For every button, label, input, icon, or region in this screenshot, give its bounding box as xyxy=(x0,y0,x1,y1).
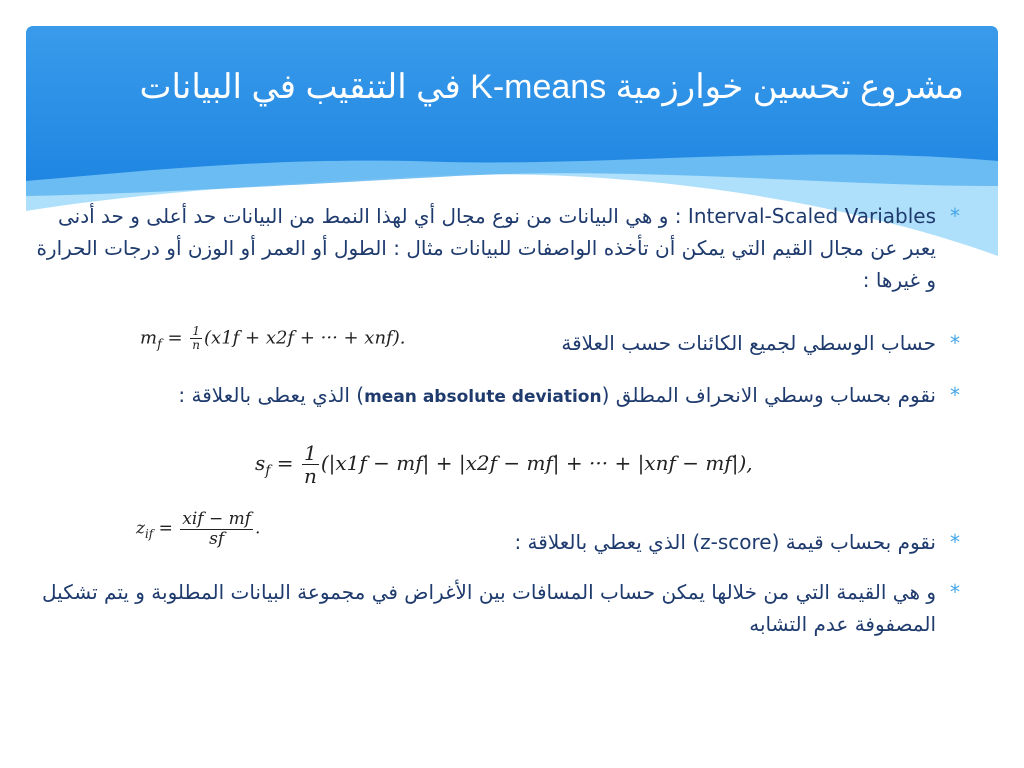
formula-mean-absolute-deviation: $s_f$ = $\frac{1}{n}$ (|x1f − mf| + |x2f − mf| + ··· + |xnf − mf|), xyxy=(255,441,753,488)
bullet-text-after: ) الذي يعطى بالعلاقة : xyxy=(178,383,365,407)
bullet-star-icon: * xyxy=(950,580,960,604)
bullet-distance-matrix xyxy=(36,576,960,640)
slide-title: مشروع تحسين خوارزمية K-means في التنقيب في البيانات xyxy=(139,68,964,106)
bullet-text: حساب الوسطي لجميع الكائنات حسب العلاقة xyxy=(561,331,936,355)
bullet-mean-absolute-deviation xyxy=(36,379,960,413)
fraction: $\frac{\text{xif − mf}}{sf}$ xyxy=(182,509,252,549)
bullet-term: mean absolute deviation xyxy=(364,387,602,407)
bullet-interval-scaled xyxy=(36,200,960,296)
fraction: $\frac{1}{n}$ xyxy=(192,324,201,353)
bullet-text: نقوم بحساب قيمة (z-score) الذي يعطي بالعلاقة : xyxy=(514,530,936,554)
formula-z-score: $z_{if}$ = $\frac{\text{xif − mf}}{sf}$ . xyxy=(136,509,261,549)
bullet-star-icon: * xyxy=(950,530,960,554)
bullet-term: Interval-Scaled Variables xyxy=(687,204,936,228)
bullet-text-before: نقوم بحساب وسطي الانحراف المطلق ( xyxy=(601,383,936,407)
fraction: $\frac{1}{n}$ xyxy=(303,441,317,488)
bullet-star-icon: * xyxy=(950,204,960,228)
formula-mean: $m_f$ = $\frac{1}{n}$ (x1f + x2f + ··· + xnf). xyxy=(140,324,406,353)
bullet-star-icon: * xyxy=(950,331,960,355)
bullet-star-icon: * xyxy=(950,383,960,407)
bullet-text: : و هي البيانات من نوع مجال أي لهذا النمط من البيانات حد أعلى و حد أدنى يعبر عن مجال القيم التي يمكن أن تأخذه الواصفات للبيانات مثال : الطول أو العمر أو الوزن أو درجات الحرارة و غيرها : xyxy=(36,204,936,292)
bullet-text: و هي القيمة التي من خلالها يمكن حساب المسافات بين الأغراض في مجموعة البيانات المطلوبة و يتم تشكيل المصفوفة عدم التشابه xyxy=(42,580,936,636)
